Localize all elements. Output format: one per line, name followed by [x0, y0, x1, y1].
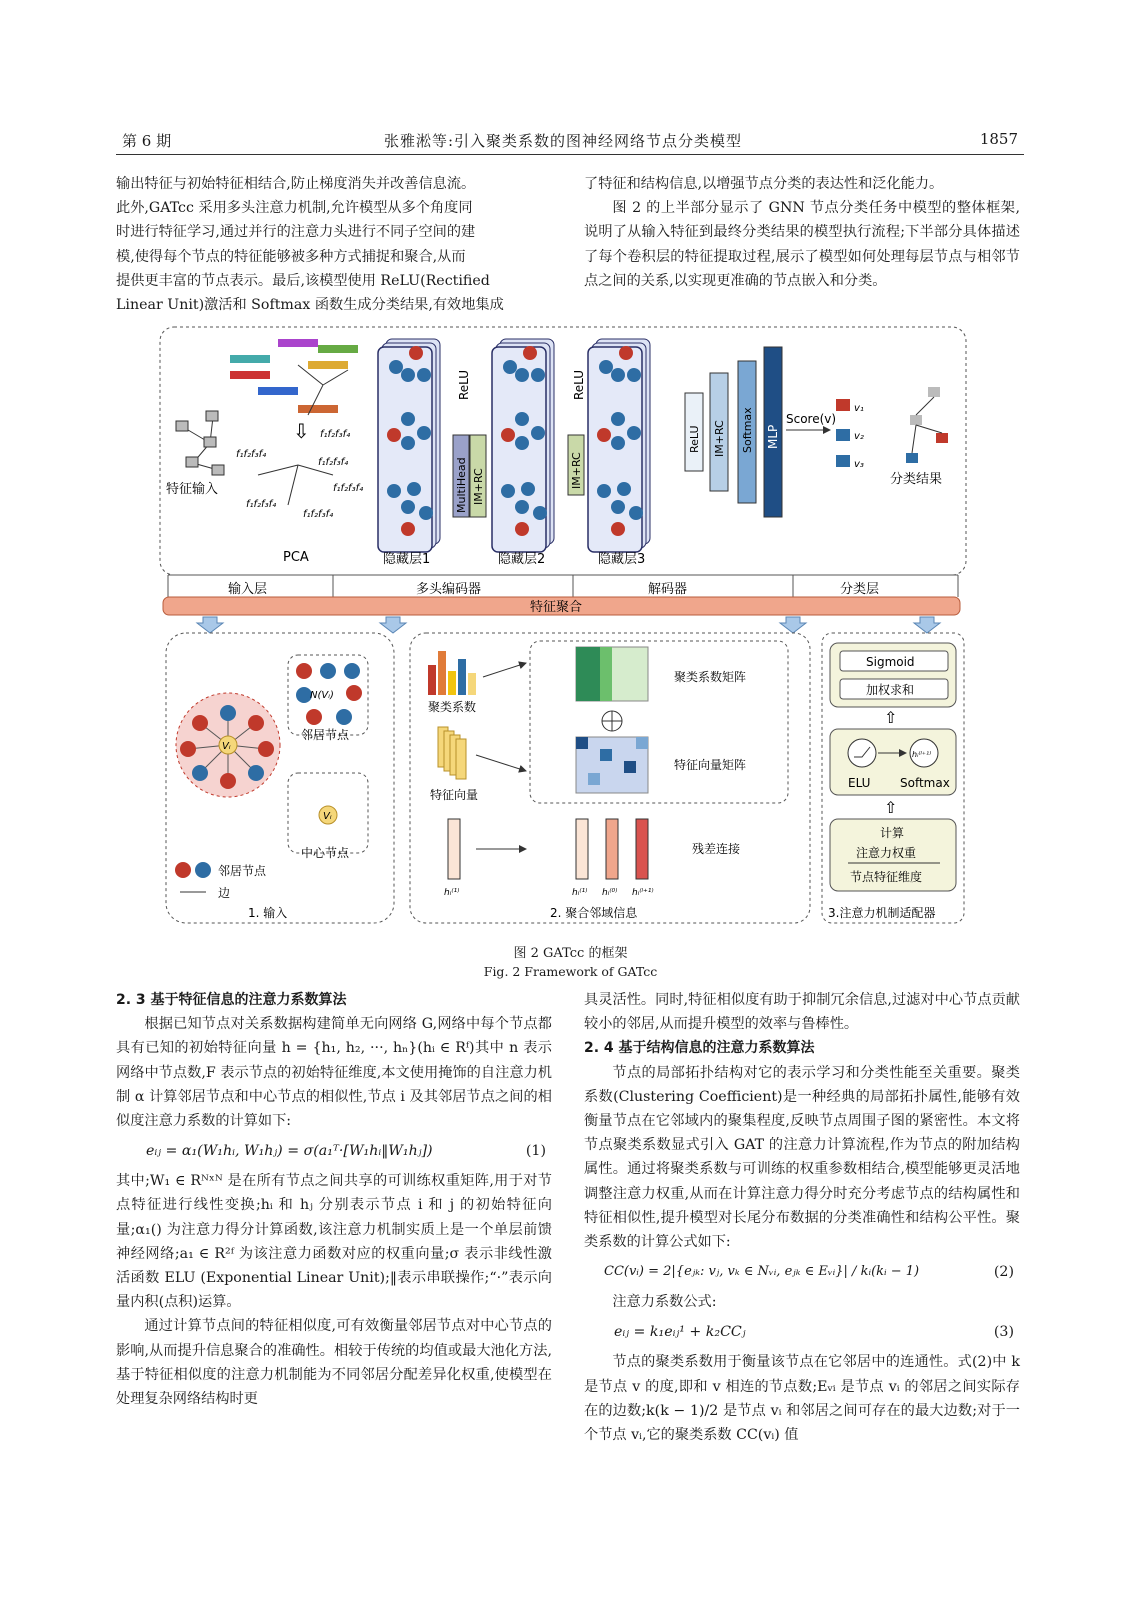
neighbor-nodes-box-label: 邻居节点 — [301, 728, 350, 742]
paragraph: 节点的聚类系数用于衡量该节点在它邻居中的连通性。式(2)中 k 是节点 v 的度,即和 v 相连的节点数;Eᵥᵢ 是节点 vᵢ 的邻居之间实际存在的边数;k(k − 1)/2 是节点 vᵢ 和邻居之间可存在的最大边数;对于一个节点 vᵢ,它的聚类系数 CC(vᵢ) 值 — [584, 1354, 1020, 1444]
legend-blue-node — [195, 862, 211, 878]
text-line: Linear Unit)激活和 Softmax 函数生成分类结果,有效地集成 — [116, 297, 504, 314]
pca-label: PCA — [283, 550, 309, 565]
text-line: 输出特征与初始特征相结合,防止梯度消失并改善信息流。 — [116, 176, 476, 192]
equation-3-expr: eᵢⱼ = k₁eᵢⱼ¹ + k₂CCⱼ — [614, 1324, 746, 1341]
classified-nodes — [836, 387, 948, 467]
paragraph: 通过计算节点间的特征相似度,可有效衡量邻居节点对中心节点的影响,从而提升信息聚合的准确性。相较于传统的均值或最大池化方法,基于特征相似度的注意力机制能为不同邻居分配差异化权重,使模型在处理复杂网络结构时更 — [116, 1318, 552, 1408]
running-header — [116, 128, 1024, 155]
node-dim-label: 节点特征维度 — [850, 870, 923, 884]
cc-matrix-label: 聚类系数矩阵 — [674, 670, 747, 684]
imrc-label-b: IM+RC — [570, 452, 583, 489]
imrc-label-a: IM+RC — [472, 468, 485, 505]
feature-vector-stack — [438, 727, 466, 779]
figure-2 — [158, 325, 983, 935]
multihead-label: MultiHead — [455, 457, 468, 513]
text-line: 提供更丰富的节点表示。最后,该模型使用 ReLU(Rectified — [116, 272, 490, 289]
stage-encoder: 多头编码器 — [416, 582, 482, 597]
matrix-box — [530, 641, 788, 803]
text-line: 模,使得每个节点的特征能够被多种方式捕捉和聚合,从而 — [116, 248, 466, 265]
svg-text:f₁f₂f₃f₄: f₁f₂f₃f₄ — [246, 499, 277, 510]
h0-label: hᵢ⁽⁰⁾ — [602, 888, 618, 898]
feature-input-label: 特征输入 — [166, 482, 219, 497]
residual-input-vector — [448, 819, 460, 879]
down-arrows — [197, 617, 940, 633]
relu-label-a: ReLU — [457, 369, 471, 400]
up-arrow-icon-2: ⇧ — [884, 798, 898, 817]
score-label: Score(v) — [786, 412, 837, 426]
center-node-label: 中心节点 — [301, 846, 350, 860]
running-title: 张雅淞等:引入聚类系数的图神经网络节点分类模型 — [384, 132, 743, 150]
feature-input-graph — [176, 411, 224, 475]
arrow-fv — [476, 755, 526, 771]
top-right-column — [584, 172, 1020, 293]
h1-input-label: hᵢ⁽¹⁾ — [444, 888, 460, 898]
v3-label: v₃ — [854, 459, 864, 470]
feature-aggregation-label: 特征聚合 — [530, 600, 583, 615]
section-2-4-title: 2. 4 基于结构信息的注意力系数算法 — [584, 1040, 815, 1057]
elu-label: ELU — [848, 776, 871, 790]
softmax2-label: Softmax — [900, 776, 950, 790]
equation-1-expr: eᵢⱼ = α₁(W₁hᵢ, W₁hⱼ) = σ(a₁ᵀ·[W₁hᵢ‖W₁hⱼ]) — [146, 1143, 433, 1160]
paragraph: 具灵活性。同时,特征相似度有助于抑制冗余信息,过滤对中心节点贡献较小的邻居,从而提升模型的效率与鲁棒性。 — [584, 992, 1020, 1033]
text-line: 此外,GATcc 采用多头注意力机制,允许模型从多个角度同 — [116, 200, 473, 217]
relu-label-b: ReLU — [572, 369, 586, 400]
equation-3 — [584, 1318, 1020, 1346]
sigmoid-label: Sigmoid — [866, 655, 915, 669]
svg-text:f₁f₂f₃f₄: f₁f₂f₃f₄ — [303, 509, 334, 520]
equation-2-number: (2) — [993, 1264, 1014, 1281]
residual-label: 残差连接 — [692, 842, 741, 856]
cc-matrix — [576, 647, 648, 701]
hidden-layer-3-label: 隐藏层3 — [598, 552, 646, 567]
clustering-coef-bars — [428, 651, 476, 695]
clustering-coef-label: 聚类系数 — [428, 700, 477, 714]
paragraph: 根据已知节点对关系数据构建简单无向网络 G,网络中每个节点都具有已知的初始特征向量 h = {h₁, h₂, ···, hₙ}(hᵢ ∈ Rᶠ)其中 n 表示网络中节点数,F 表示节点的初始特征维度,本文使用掩饰的自注意力机制 α 计算邻居节点和中心节点的相似性,节点 i 及其邻居节点之间的相似度注意力系数的计算如下: — [116, 1016, 552, 1130]
equation-1 — [116, 1137, 552, 1165]
mlp-label: MLP — [766, 424, 780, 449]
bottom-left-column — [116, 988, 552, 1411]
panel-2-title: 2. 聚合邻域信息 — [550, 906, 638, 920]
h-next-label: hᵢ⁽ˡ⁺¹⁾ — [912, 750, 932, 759]
stage-classify: 分类层 — [840, 582, 880, 597]
svg-text:f₁f₂f₃f₄: f₁f₂f₃f₄ — [236, 449, 267, 460]
legend-neighbor-label: 邻居节点 — [218, 864, 267, 878]
hl1-label: hᵢ⁽ˡ⁺¹⁾ — [632, 888, 654, 898]
equation-2-expr: CC(vᵢ) = 2|{eⱼₖ: vⱼ, vₖ ∈ Nᵥᵢ, eⱼₖ ∈ Eᵥᵢ}| / kᵢ(kᵢ − 1) — [604, 1264, 920, 1280]
panel-3-title: 3.注意力机制适配器 — [828, 906, 936, 920]
paragraph: 节点的局部拓扑结构对它的表示学习和分类性能至关重要。聚类系数(Clustering Coefficient)是一种经典的局部拓扑属性,能够有效衡量节点在它邻域内的聚集程度,反映节点周围子图的紧密性。本文将节点聚类系数显式引入 GAT 的注意力计算流程,作为节点的附加结构属性。通过将聚类系数与可训练的权重参数相结合,模型能够更灵活地调整注意力权重,从而在计算注意力得分时充分考虑节点的结构属性和特征相似性,提升模型对长尾分布数据的分类准确性和结构公平性。聚类系数的计算公式如下: — [584, 1064, 1020, 1251]
equation-3-number: (3) — [993, 1324, 1014, 1341]
fv-matrix — [576, 737, 648, 793]
weighted-sum-label: 加权求和 — [866, 683, 915, 697]
svg-text:f₁f₂f₃f₄: f₁f₂f₃f₄ — [318, 457, 349, 468]
paragraph: 其中;W₁ ∈ Rᴺˣᴺ 是在所有节点之间共享的可训练权重矩阵,用于对节点特征进行线性变换;hᵢ 和 hⱼ 分别表示节点 i 和 j 的初始特征向量;α₁() 为注意力得分计算函数,该注意力机制实质上是一个单层前馈神经网络;a₁ ∈ R²ᶠ 为该注意力函数对应的权重向量;σ 表示非线性激活函数 ELU (Exponential Linear Unit);‖表示串联操作;“·”表示向量内积(点积)运算。 — [116, 1173, 552, 1311]
caption-en: Fig. 2 Framework of GATcc — [483, 964, 658, 979]
center-vi-label: Vᵢ — [323, 811, 332, 822]
stage-decoder: 解码器 — [648, 582, 688, 597]
up-arrow-icon: ⇧ — [884, 708, 898, 727]
panel-1-title: 1. 输入 — [248, 906, 288, 920]
result-label: 分类结果 — [890, 472, 943, 487]
top-left-column — [116, 172, 552, 317]
arrow-cc — [483, 663, 526, 677]
softmax-label: Softmax — [741, 407, 754, 453]
elu-icon — [848, 739, 876, 767]
caption-cn: 图 2 GATcc 的框架 — [513, 946, 628, 961]
top-frame — [160, 327, 966, 575]
paragraph: 了特征和结构信息,以增强节点分类的表达性和泛化能力。 — [584, 176, 944, 192]
issue-number: 第 6 期 — [122, 132, 172, 150]
nvi-label: N(Vᵢ) — [310, 690, 334, 701]
vi-node-label: Vᵢ — [222, 741, 231, 752]
feature-vector-label: 特征向量 — [430, 788, 479, 802]
svg-text:f₁f₂f₃f₄: f₁f₂f₃f₄ — [333, 483, 364, 494]
stage-input: 输入层 — [228, 582, 268, 597]
svg-text:f₁f₂f₃f₄: f₁f₂f₃f₄ — [320, 429, 351, 440]
decoder-imrc-label: IM+RC — [713, 420, 726, 457]
bottom-right-column — [584, 988, 1020, 1447]
attn-weight-label: 注意力权重 — [856, 846, 917, 860]
h1-label: hᵢ⁽¹⁾ — [572, 888, 588, 898]
hidden-layer-2-label: 隐藏层2 — [498, 552, 546, 567]
svg-text:⇩: ⇩ — [293, 419, 310, 443]
legend-edge-label: 边 — [218, 886, 231, 900]
paragraph: 图 2 的上半部分显示了 GNN 节点分类任务中模型的整体框架,说明了从输入特征到最终分类结果的模型执行流程;下半部分具体描述了每个卷积层的特征提取过程,展示了模型如何处理每层节点与相邻节点之间的关系,以实现更准确的节点嵌入和分类。 — [584, 200, 1020, 289]
legend-red-node — [175, 862, 191, 878]
v2-label: v₂ — [854, 431, 864, 442]
page-number: 1857 — [979, 130, 1018, 148]
attention-formula-label: 注意力系数公式: — [612, 1294, 717, 1311]
residual-output-vectors — [576, 819, 648, 879]
v1-label: v₁ — [854, 403, 864, 414]
hidden-layer-1-label: 隐藏层1 — [383, 552, 431, 567]
text-line: 时进行特征学习,通过并行的注意力头进行不同子空间的建 — [116, 224, 476, 241]
equation-1-number: (1) — [525, 1143, 546, 1160]
fv-matrix-label: 特征向量矩阵 — [674, 758, 747, 772]
pca-feature-blocks — [230, 339, 363, 520]
section-2-3-title: 2. 3 基于特征信息的注意力系数算法 — [116, 992, 347, 1008]
compute-label: 计算 — [880, 826, 905, 840]
framework-diagram — [158, 325, 983, 935]
decoder-relu-label: ReLU — [688, 425, 701, 453]
equation-2 — [584, 1258, 1020, 1286]
